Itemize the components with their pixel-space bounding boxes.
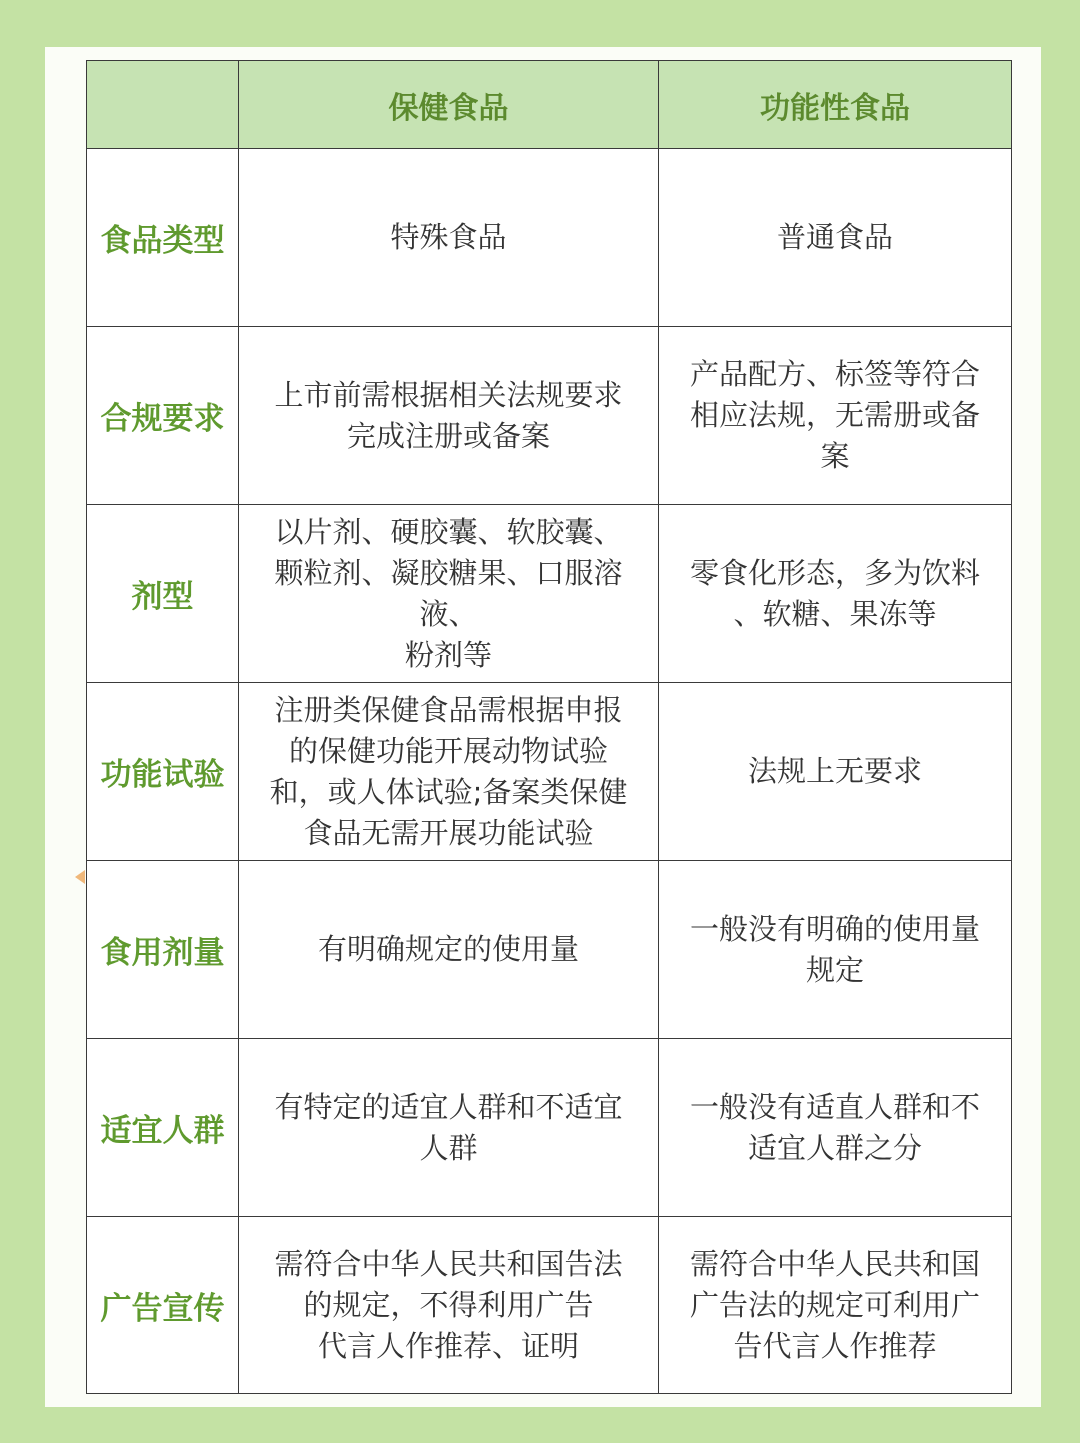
header-corner-cell	[87, 61, 239, 149]
cell-line: 完成注册或备案	[346, 418, 550, 453]
cell-line: 粉剂等	[404, 637, 492, 672]
header-health-food: 保健食品	[239, 61, 659, 149]
cell-line: 颗粒剂、凝胶糖果、口服溶	[274, 555, 623, 590]
cell-line: 需符合中华人民共和国	[689, 1246, 980, 1281]
cell-line: 告代言人作推荐	[733, 1328, 937, 1363]
cell-line: 广告法的规定可利用广	[689, 1287, 980, 1322]
arrow-marker-icon	[75, 870, 85, 884]
cell-line: 液、	[419, 596, 478, 631]
row-label: 食用剂量	[87, 861, 239, 1039]
row-label: 适宜人群	[87, 1039, 239, 1217]
cell-line: 零食化形态，多为饮料	[689, 555, 980, 590]
cell-line: 人群	[419, 1130, 478, 1165]
functional-food-cell	[659, 1217, 1012, 1394]
cell-line: 法规上无要求	[747, 754, 922, 788]
comparison-table	[86, 60, 1012, 1394]
table-row	[87, 861, 1012, 1039]
cell-line: 代言人作推荐、证明	[317, 1328, 579, 1363]
health-food-cell	[239, 327, 659, 505]
cell-line: 有明确规定的使用量	[317, 932, 579, 966]
cell-line: 案	[820, 439, 850, 473]
cell-line: 、软糖、果冻等	[733, 596, 937, 631]
functional-food-cell	[659, 861, 1012, 1039]
cell-line: 特殊食品	[390, 220, 507, 254]
table-row	[87, 1039, 1012, 1217]
health-food-cell	[239, 505, 659, 683]
table-header-row	[87, 61, 1012, 149]
row-label: 功能试验	[87, 683, 239, 861]
functional-food-cell	[659, 505, 1012, 683]
functional-food-cell	[659, 1039, 1012, 1217]
table-row	[87, 1217, 1012, 1394]
cell-line: 和，或人体试验;备案类保健	[269, 774, 628, 809]
cell-line: 注册类保健食品需根据申报	[274, 692, 623, 727]
row-label: 食品类型	[87, 149, 239, 327]
functional-food-cell	[659, 683, 1012, 861]
health-food-cell	[239, 683, 659, 861]
row-label: 广告宣传	[87, 1217, 239, 1394]
health-food-cell	[239, 1039, 659, 1217]
cell-line: 一般没有明确的使用量	[689, 911, 980, 946]
health-food-cell	[239, 861, 659, 1039]
cell-line: 相应法规，无需册或备	[689, 398, 980, 432]
cell-line: 需符合中华人民共和国告法	[274, 1246, 623, 1281]
cell-line: 普通食品	[776, 220, 893, 254]
cell-line: 食品无需开展功能试验	[303, 815, 594, 850]
cell-line: 产品配方、标签等符合	[689, 357, 980, 391]
cell-line: 的保健功能开展动物试验	[288, 733, 608, 768]
cell-line: 上市前需根据相关法规要求	[274, 377, 623, 412]
table-row	[87, 505, 1012, 683]
header-functional-food: 功能性食品	[659, 61, 1012, 149]
table-row	[87, 327, 1012, 505]
cell-line: 适宜人群之分	[747, 1130, 922, 1165]
row-label: 合规要求	[87, 327, 239, 505]
cell-line: 规定	[805, 952, 864, 987]
cell-line: 的规定，不得利用广告	[303, 1287, 594, 1322]
table-row	[87, 683, 1012, 861]
functional-food-cell	[659, 327, 1012, 505]
health-food-cell	[239, 1217, 659, 1394]
row-label: 剂型	[87, 505, 239, 683]
health-food-cell	[239, 149, 659, 327]
cell-line: 以片剂、硬胶囊、软胶囊、	[274, 514, 623, 549]
functional-food-cell	[659, 149, 1012, 327]
cell-line: 有特定的适宜人群和不适宜	[274, 1089, 623, 1124]
table-row	[87, 149, 1012, 327]
cell-line: 一般没有适直人群和不	[689, 1089, 980, 1124]
